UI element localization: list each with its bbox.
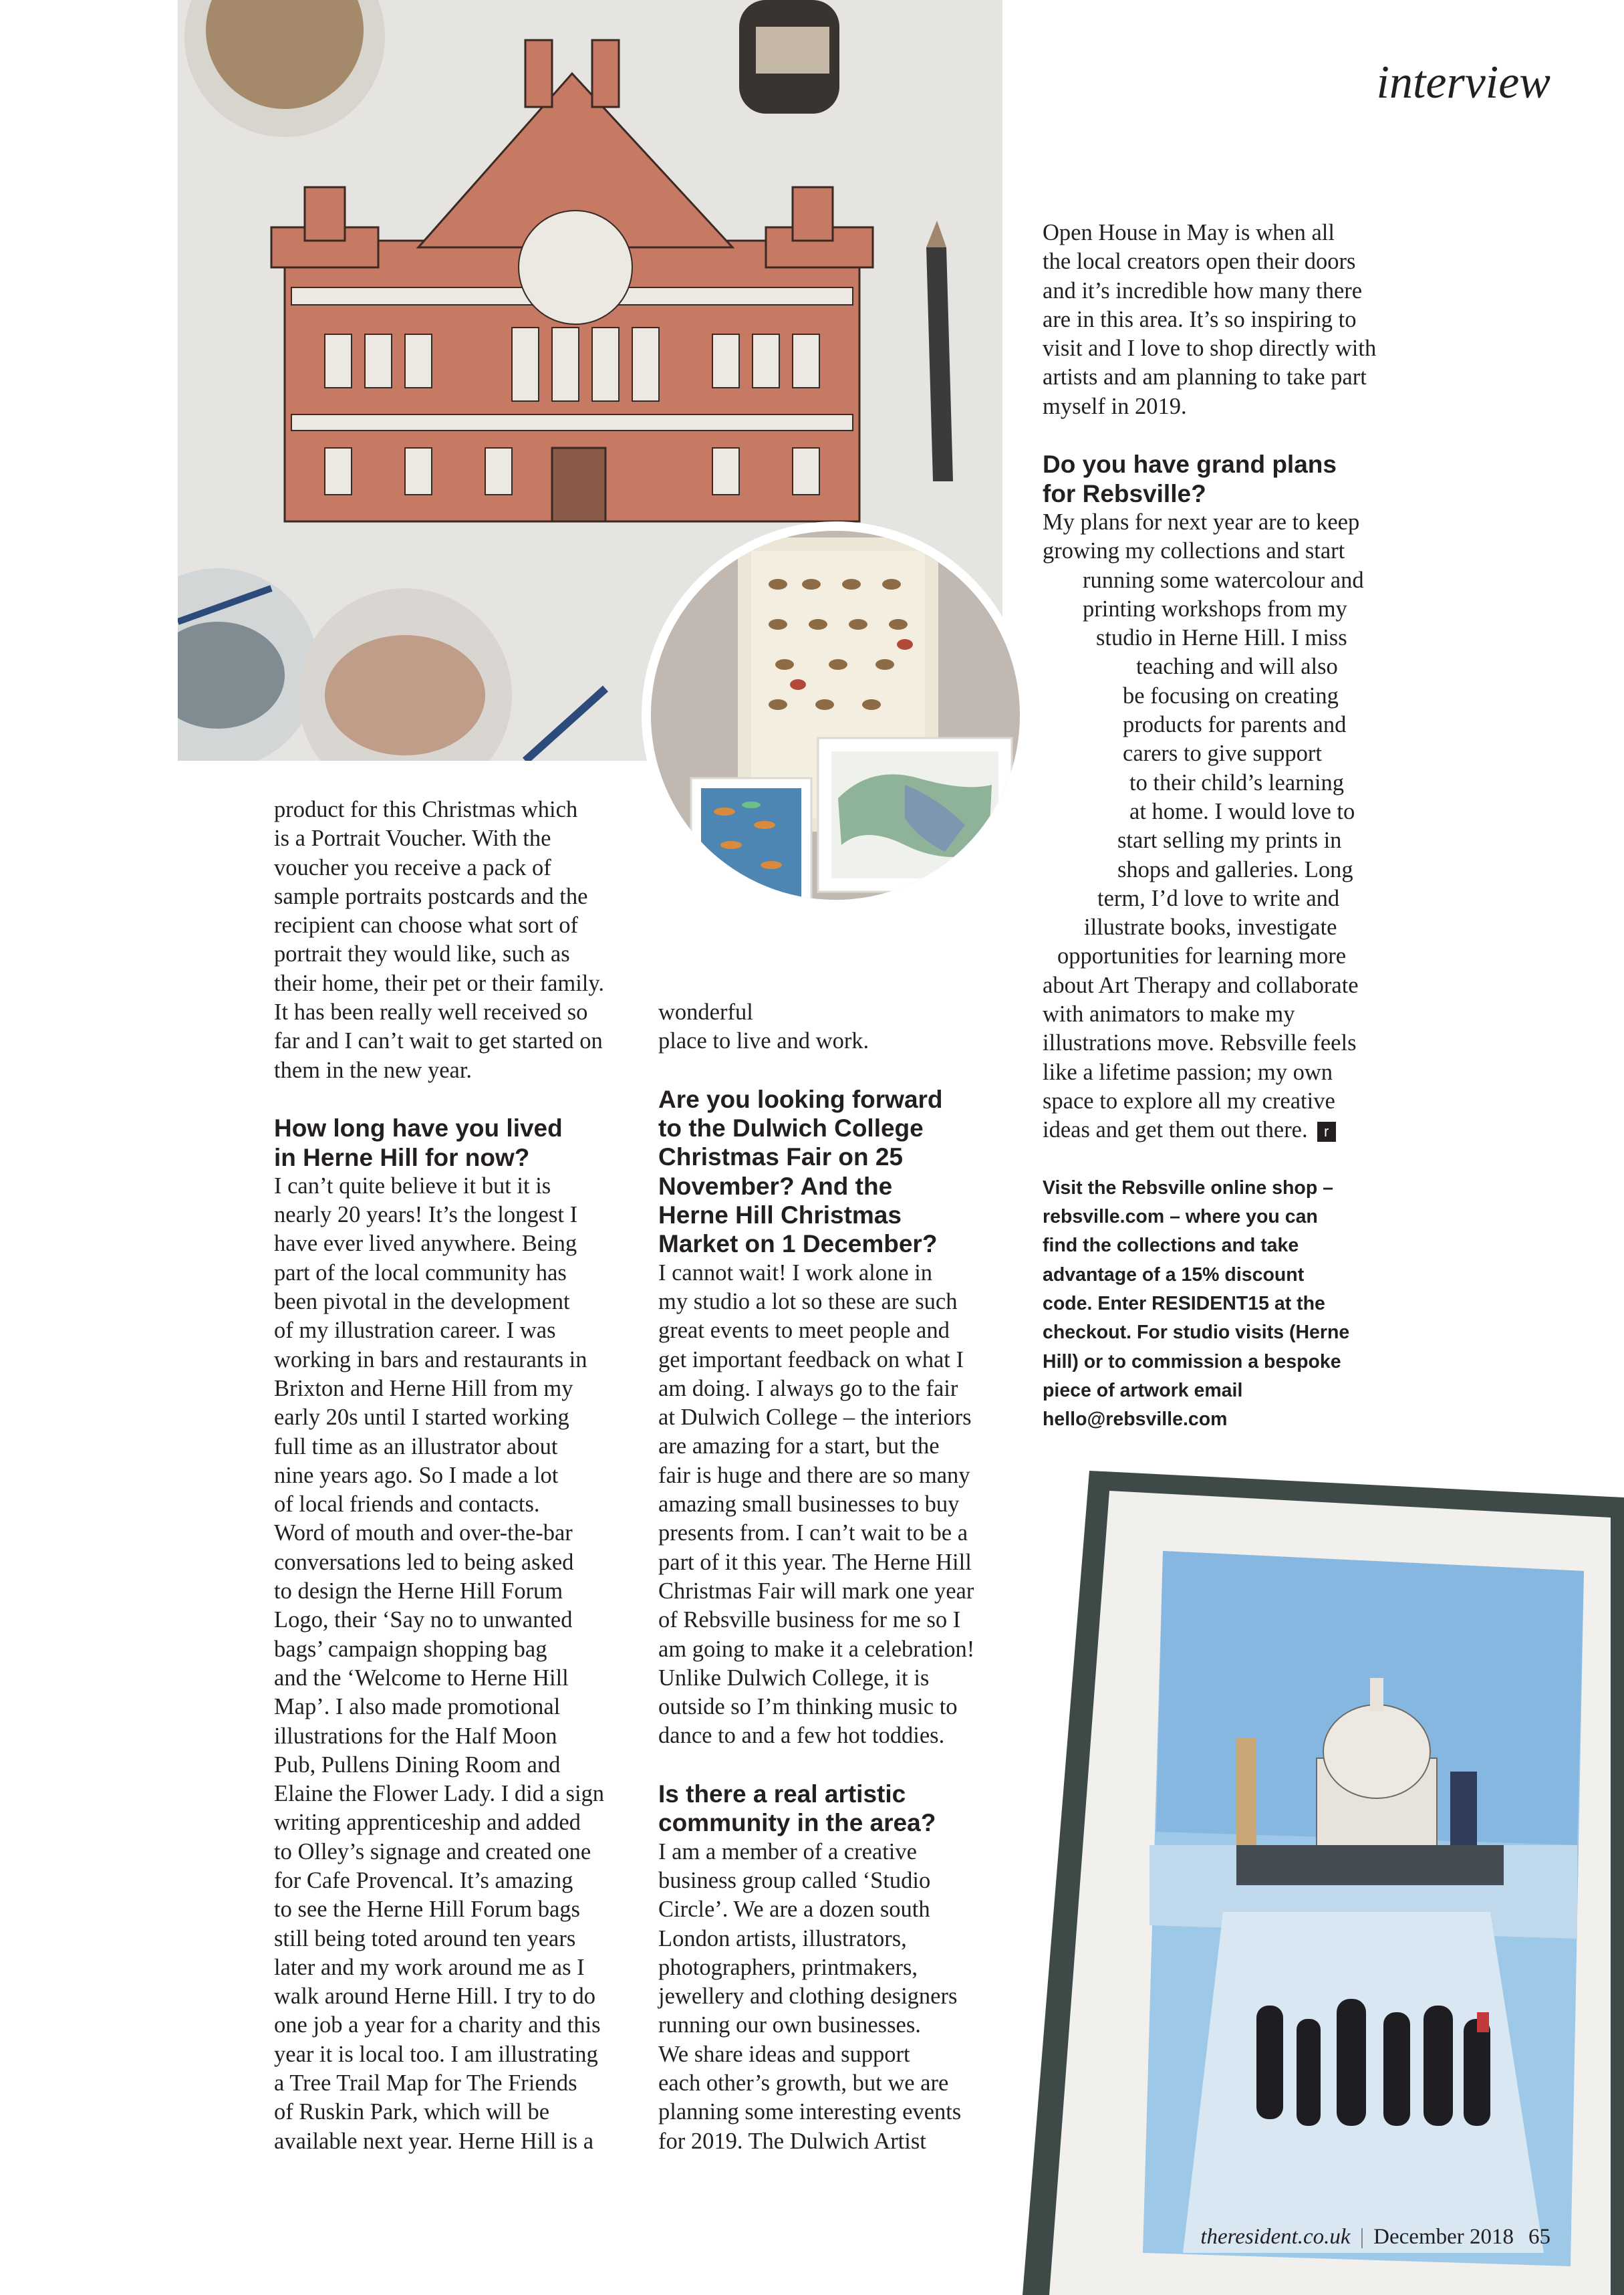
text-line: year it is local too. I am illustrating [274, 2041, 598, 2067]
text-line: Pub, Pullens Dining Room and [274, 1752, 561, 1778]
text-line: It has been really well received so [274, 999, 588, 1025]
text-line: part of it this year. The Herne Hill [658, 1549, 972, 1575]
text-line: products for parents and [1123, 712, 1347, 738]
text-line: still being toted around ten years [274, 1925, 576, 1951]
footer-issue: December 2018 [1373, 2225, 1514, 2249]
column-2-intro-paragraph [658, 998, 1006, 1056]
text-line: for Cafe Provencal. It’s amazing [274, 1867, 573, 1893]
text-line: myself in 2019. [1043, 393, 1187, 419]
text-line: are in this area. It’s so inspiring to [1043, 306, 1357, 332]
text-line: visit and I love to shop directly with [1043, 336, 1377, 362]
answer-paragraph-christmas-fair [658, 1259, 1006, 1751]
text-line: available next year. Herne Hill is a [274, 2128, 594, 2154]
text-line: am going to make it a celebration! [658, 1636, 975, 1662]
text-line: space to explore all my creative [1043, 1088, 1335, 1114]
promo-line: piece of artwork email [1043, 1379, 1243, 1401]
text-line: dance to and a few hot toddies. [658, 1723, 945, 1749]
heading-line: Are you looking forward [658, 1085, 943, 1113]
column-1-intro-paragraph [274, 796, 622, 1085]
text-line: far and I can’t wait to get started on [274, 1028, 603, 1054]
text-line: and it’s incredible how many there [1043, 277, 1363, 304]
text-line: a Tree Trail Map for The Friends [274, 2070, 577, 2096]
footer-separator: | [1359, 2225, 1365, 2249]
question-heading-artistic-community [658, 1780, 1006, 1838]
section-label: interview [1376, 57, 1550, 108]
text-line: working in bars and restaurants in [274, 1346, 587, 1372]
text-line: for 2019. The Dulwich Artist [658, 2128, 926, 2154]
text-line: sample portraits postcards and the [274, 883, 588, 909]
text-line: to design the Herne Hill Forum [274, 1578, 563, 1604]
text-line: get important feedback on what I [658, 1346, 964, 1372]
framed-prints-photo [642, 521, 1029, 909]
text-line: business group called ‘Studio [658, 1867, 931, 1893]
text-line: illustrations move. Rebsville feels [1043, 1030, 1357, 1056]
text-line: Christmas Fair will mark one year [658, 1578, 974, 1604]
text-line: of Rebsville business for me so I [658, 1607, 961, 1633]
text-line: of my illustration career. I was [274, 1318, 556, 1344]
text-line: My plans for next year are to keep [1043, 509, 1360, 535]
text-line: planning some interesting events [658, 2099, 962, 2125]
text-line: to see the Herne Hill Forum bags [274, 1897, 580, 1923]
text-line: presents from. I can’t wait to be a [658, 1520, 968, 1546]
text-line: later and my work around me as I [274, 1954, 585, 1980]
text-line: of Ruskin Park, which will be [274, 2099, 550, 2125]
text-line: nearly 20 years! It’s the longest I [274, 1202, 578, 1228]
footer-page-number: 65 [1528, 2225, 1550, 2249]
text-line: full time as an illustrator about [274, 1433, 558, 1459]
text-line: Logo, their ‘Say no to unwanted [274, 1607, 573, 1633]
text-line: have ever lived anywhere. Being [274, 1231, 577, 1257]
text-line: is a Portrait Voucher. With the [274, 826, 551, 852]
text-line: London artists, illustrators, [658, 1925, 907, 1951]
text-line: each other’s growth, but we are [658, 2070, 949, 2096]
text-line: voucher you receive a pack of [274, 854, 551, 880]
text-line: amazing small businesses to buy [658, 1491, 960, 1518]
heading-line: Is there a real artistic [658, 1780, 906, 1808]
page-footer [1200, 2225, 1550, 2250]
text-line: bags’ campaign shopping bag [274, 1636, 547, 1662]
column-3-intro-paragraph [1043, 219, 1424, 421]
text-line: outside so I’m thinking music to [658, 1694, 958, 1720]
text-line: at Dulwich College – the interiors [658, 1405, 972, 1431]
footer-site: theresident.co.uk [1200, 2225, 1351, 2249]
text-line: at home. I would love to [1129, 798, 1355, 824]
text-line: them in the new year. [274, 1057, 472, 1083]
question-heading-grand-plans [1043, 450, 1424, 508]
text-line: their home, their pet or their family. [274, 970, 605, 996]
column-2 [658, 998, 1006, 2156]
text-line: place to live and work. [658, 1028, 869, 1054]
text-line: Circle’. We are a dozen south [658, 1897, 930, 1923]
text-line: the local creators open their doors [1043, 249, 1356, 275]
text-line: been pivotal in the development [274, 1289, 570, 1315]
text-line: walk around Herne Hill. I try to do [274, 1983, 595, 2010]
text-line: part of the local community has [274, 1259, 567, 1286]
text-line: writing apprenticeship and added [274, 1810, 581, 1836]
text-line: portrait they would like, such as [274, 941, 570, 967]
column-3 [1043, 219, 1424, 1434]
text-line: one job a year for a charity and this [274, 2012, 601, 2038]
text-line: artists and am planning to take part [1043, 364, 1367, 390]
promo-line: Hill) or to commission a bespoke [1043, 1350, 1341, 1372]
text-line: Map’. I also made promotional [274, 1694, 561, 1720]
heading-line: Christmas Fair on 25 [658, 1143, 904, 1171]
text-line: and the ‘Welcome to Herne Hill [274, 1665, 569, 1691]
heading-line: Herne Hill Christmas [658, 1201, 902, 1229]
column-1 [274, 796, 622, 2156]
text-line: running our own businesses. [658, 2012, 921, 2038]
answer-paragraph-herne-hill [274, 1172, 622, 2156]
question-heading-christmas-fair [658, 1085, 1006, 1259]
text-line: Open House in May is when all [1043, 220, 1335, 245]
text-line: wonderful [658, 999, 753, 1025]
text-line: like a lifetime passion; my own [1043, 1059, 1333, 1085]
text-line: shops and galleries. Long [1117, 856, 1353, 882]
text-line: to their child’s learning [1129, 769, 1344, 796]
text-line: running some watercolour and [1083, 567, 1364, 593]
heading-line: Market on 1 December? [658, 1230, 938, 1258]
promo-line: code. Enter RESIDENT15 at the [1043, 1292, 1325, 1314]
text-line: photographers, printmakers, [658, 1954, 918, 1980]
text-line: growing my collections and start [1043, 538, 1345, 564]
text-line: illustrate books, investigate [1084, 915, 1337, 941]
end-mark-icon: r [1317, 1122, 1336, 1142]
text-line: Elaine the Flower Lady. I did a sign [274, 1781, 605, 1807]
text-line: term, I’d love to write and [1097, 885, 1340, 911]
question-heading-herne-hill [274, 1114, 622, 1172]
text-line: ideas and get them out there. r [1043, 1116, 1424, 1144]
text-line: about Art Therapy and collaborate [1043, 972, 1359, 998]
text-line: am doing. I always go to the fair [658, 1375, 958, 1401]
text-line: conversations led to being asked [274, 1549, 574, 1575]
text-line: product for this Christmas which [274, 797, 578, 822]
text-line: illustrations for the Half Moon [274, 1723, 557, 1749]
heading-line: community in the area? [658, 1809, 936, 1837]
promo-line: rebsville.com – where you can [1043, 1206, 1318, 1228]
heading-line: to the Dulwich College [658, 1114, 924, 1142]
text-line: studio in Herne Hill. I miss [1096, 625, 1347, 651]
heading-line: Do you have grand plans [1043, 451, 1337, 479]
text-line: great events to meet people and [658, 1318, 950, 1344]
text-line: opportunities for learning more [1057, 943, 1347, 969]
text-line: are amazing for a start, but the [658, 1433, 940, 1459]
text-line: Unlike Dulwich College, it is [658, 1665, 930, 1691]
text-line: start selling my prints in [1117, 828, 1342, 854]
heading-line: in Herne Hill for now? [274, 1143, 530, 1171]
st-pauls-painting-photo [1023, 1471, 1624, 2295]
text-line: be focusing on creating [1123, 683, 1339, 709]
text-line: I cannot wait! I work alone in [658, 1259, 933, 1286]
text-line: I can’t quite believe it but it is [274, 1173, 551, 1199]
text-line: to Olley’s signage and created one [274, 1838, 591, 1864]
heading-line: November? And the [658, 1172, 893, 1200]
text-line: nine years ago. So I made a lot [274, 1462, 559, 1488]
text-line: printing workshops from my [1083, 596, 1347, 622]
text-line: of local friends and contacts. [274, 1491, 540, 1518]
text-line: recipient can choose what sort of [274, 913, 579, 939]
text-line: with animators to make my [1043, 1001, 1295, 1028]
text-line: fair is huge and there are so many [658, 1462, 970, 1488]
promo-line: Visit the Rebsville online shop – [1043, 1177, 1334, 1199]
answer-paragraph-artistic-community [658, 1838, 1006, 2156]
text-line: carers to give support [1123, 741, 1322, 767]
text-line: I am a member of a creative [658, 1838, 917, 1864]
heading-line: How long have you lived [274, 1114, 563, 1142]
text-line: jewellery and clothing designers [658, 1983, 958, 2010]
text-line: We share ideas and support [658, 2041, 910, 2067]
promo-line: hello@rebsville.com [1043, 1409, 1228, 1431]
text-line: teaching and will also [1136, 654, 1338, 680]
text-line: Brixton and Herne Hill from my [274, 1375, 573, 1401]
answer-paragraph-grand-plans [1043, 508, 1424, 1145]
heading-line: for Rebsville? [1043, 479, 1206, 507]
rebsville-promo-box [1043, 1174, 1424, 1435]
promo-line: advantage of a 15% discount [1043, 1263, 1305, 1286]
text-line: Word of mouth and over-the-bar [274, 1520, 573, 1546]
promo-line: find the collections and take [1043, 1235, 1299, 1257]
text-line: early 20s until I started working [274, 1405, 569, 1431]
text-line: my studio a lot so these are such [658, 1288, 958, 1314]
promo-line: checkout. For studio visits (Herne [1043, 1322, 1350, 1344]
